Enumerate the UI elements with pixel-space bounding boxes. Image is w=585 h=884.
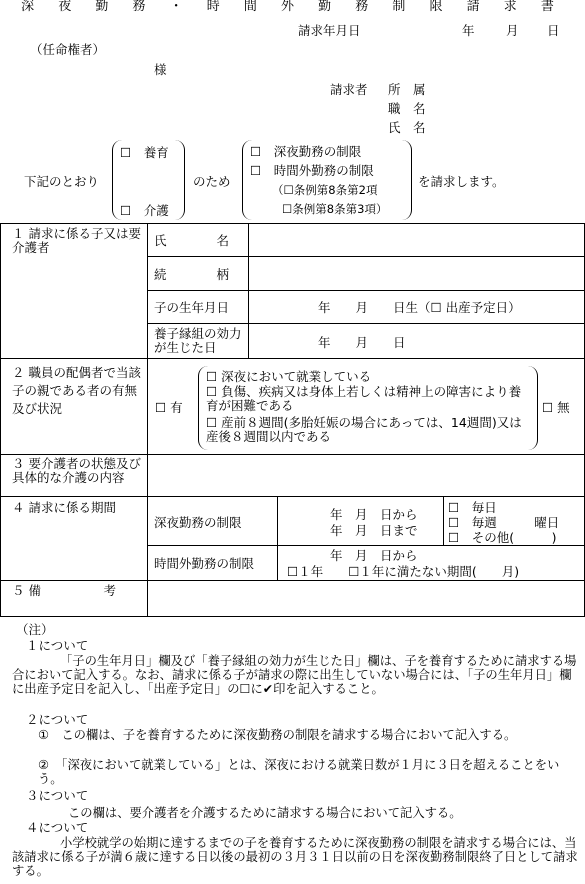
child-name-field[interactable]: [251, 227, 581, 253]
remarks-field[interactable]: [152, 584, 580, 612]
overtime-from-date[interactable]: 年 月 日から: [330, 548, 418, 563]
note2-item2: ② 「深夜において就業している」とは、深夜における就業日数が１月に３日を超えることをいう。: [38, 758, 560, 787]
overtime-limit-label: 時間外勤務の制限: [154, 556, 255, 571]
option-care[interactable]: ☐ 養育: [120, 145, 169, 160]
name-label: 氏 名: [388, 120, 426, 135]
affiliation-label: 所 属: [388, 82, 426, 97]
option-overtime[interactable]: ☐ 時間外勤務の制限: [250, 163, 374, 178]
page-title: 深 夜 勤 務 ・ 時 間 外 勤 務 制 限 請 求 書: [21, 0, 564, 14]
honorific-sama: 様: [154, 62, 167, 77]
option-article-8-2[interactable]: （☐条例第8条第2項: [272, 183, 378, 197]
request-suffix: を請求します。: [418, 174, 505, 189]
spouse-status-night[interactable]: ☐ 深夜において就業している: [206, 369, 372, 384]
option-article-8-3[interactable]: ☐条例第8条第3項）: [282, 202, 388, 216]
note1-heading: １について: [26, 638, 89, 653]
requester-label: 請求者: [330, 82, 368, 97]
option-nursing[interactable]: ☐ 介護: [120, 203, 169, 218]
position-label: 職 名: [388, 101, 426, 116]
note2-item1: ① この欄は、子を養育するために深夜勤務の制限を請求する場合において記入する。: [38, 728, 517, 742]
spouse-status-maternity[interactable]: ☐ 産前８週間(多胎妊娠の場合にあっては、14週間)又は産後８週間以内である: [206, 415, 522, 444]
row2-label: ２ 職員の配偶者で当該子の親である者の有無及び状況: [12, 365, 141, 417]
frequency-other[interactable]: ☐ その他( ): [448, 530, 557, 545]
relation-label: 続 柄: [154, 267, 230, 282]
for-text: のため: [193, 174, 231, 189]
note4-heading: ４について: [26, 820, 89, 835]
note4-body: 小学校就学の始期に達するまでの子を養育するために深夜勤務の制限を請求する場合には、当該請求に係る子が満６歳に達する日以後の最初の３月３１日以前の日を深夜勤務制限終了日として請求する。: [12, 836, 578, 879]
date-month: 月: [506, 23, 519, 38]
spouse-status-illness[interactable]: ☐ 負傷、疾病又は身体上若しくは精神上の障害により養育が困難である: [206, 384, 522, 413]
row3-label: ３ 要介護者の状態及び具体的な介護の内容: [12, 456, 141, 485]
option-night-work[interactable]: ☐ 深夜勤務の制限: [250, 144, 362, 159]
spouse-yes-option[interactable]: ☐ 有: [155, 400, 183, 415]
night-limit-label: 深夜勤務の制限: [154, 515, 242, 530]
birth-date-value[interactable]: 年 月 日生（☐ 出産予定日）: [318, 300, 521, 315]
night-from-date[interactable]: 年 月 日から: [330, 507, 418, 522]
relation-field[interactable]: [251, 260, 581, 286]
note2-heading: ２について: [26, 712, 89, 727]
request-date-label: 請求年月日: [298, 23, 361, 38]
note3-body: この欄は、要介護者を介護するために請求する場合において記入する。: [68, 806, 462, 820]
notes-heading: （注）: [16, 622, 54, 637]
appointer-label: （任命権者）: [30, 42, 106, 57]
row5-label: ５ 備 考: [12, 583, 116, 598]
intro-prefix: 下記のとおり: [24, 174, 100, 189]
child-name-label: 氏 名: [154, 233, 230, 248]
row4-label: ４ 請求に係る期間: [12, 500, 116, 515]
date-year: 年: [462, 23, 475, 38]
date-day: 日: [547, 23, 560, 38]
birth-date-label: 子の生年月日: [154, 300, 230, 315]
spouse-no-option[interactable]: ☐ 無: [542, 400, 570, 415]
note3-heading: ３について: [26, 788, 89, 803]
note1-body: 「子の生年月日」欄及び「養子縁組の効力が生じた日」欄は、子を養育するために請求する場合において記入する。なお、請求に係る子が請求の際に出生していない場合には、「子の生年月日」欄に出産予定日を記入し、「出産予定日」の☐に✔印を記入すること。: [12, 654, 577, 697]
nursing-details-field[interactable]: [152, 458, 580, 492]
adoption-date-value[interactable]: 年 月 日: [318, 335, 406, 350]
adoption-date-label: 養子縁組の効力が生じた日: [154, 326, 242, 355]
night-to-date[interactable]: 年 月 日まで: [330, 523, 418, 538]
frequency-weekly[interactable]: ☐ 毎週 曜日: [448, 515, 560, 530]
overtime-period-options[interactable]: ☐１年 ☐１年に満たない期間( 月): [287, 564, 520, 579]
row1-label: １ 請求に係る子又は要介護者: [12, 226, 141, 255]
frequency-daily[interactable]: ☐ 毎日: [448, 500, 497, 515]
